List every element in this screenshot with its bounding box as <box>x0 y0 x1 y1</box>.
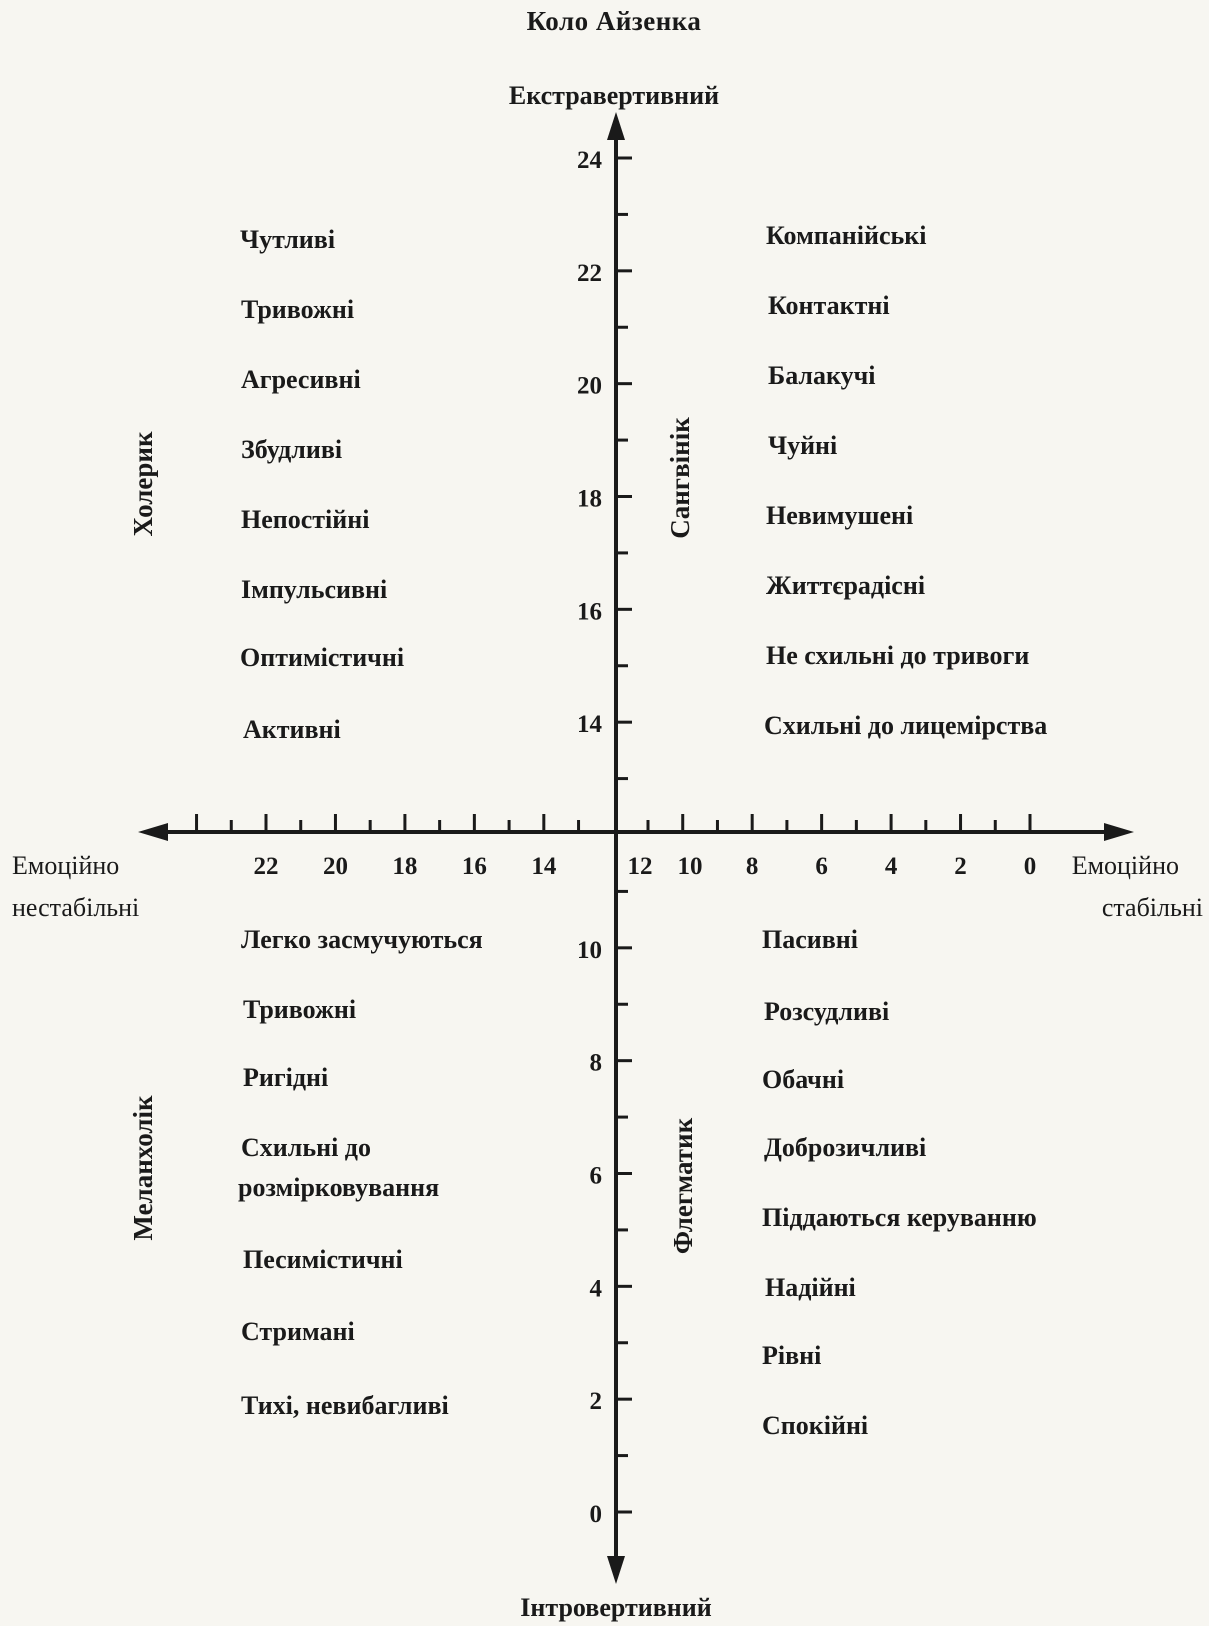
trait-item: Розсудливі <box>764 997 890 1026</box>
trait-item: Рівні <box>762 1341 822 1370</box>
y-tick-label: 14 <box>577 711 602 739</box>
trait-item: Песимістичні <box>243 1245 403 1274</box>
y-tick-label: 0 <box>589 1501 602 1528</box>
y-tick-label: 20 <box>577 372 602 400</box>
y-tick-label: 4 <box>589 1275 602 1303</box>
x-axis-arrow-right <box>1104 823 1134 841</box>
y-tick-label: 24 <box>577 147 602 174</box>
trait-item: Тривожні <box>243 995 357 1024</box>
trait-item: Стримані <box>241 1317 355 1346</box>
trait-item: Імпульсивні <box>241 575 388 604</box>
trait-item: Обачні <box>762 1065 845 1094</box>
trait-item: Невимушені <box>766 501 914 530</box>
trait-item: Агресивні <box>241 365 361 394</box>
x-tick-label: 4 <box>884 853 898 880</box>
unstable-label-line1: Емоційно <box>12 851 120 880</box>
y-tick-label: 6 <box>589 1162 602 1190</box>
sanguine-traits <box>764 221 1047 740</box>
unstable-label-line2: нестабільні <box>12 893 140 922</box>
x-tick-label: 22 <box>253 853 279 880</box>
trait-item: розмірковування <box>238 1173 440 1202</box>
trait-item: Чуйні <box>768 431 838 460</box>
trait-item: Контактні <box>768 291 890 320</box>
x-tick-label: 20 <box>322 853 348 880</box>
y-tick-label: 2 <box>589 1388 602 1416</box>
stable-label-line2: стабільні <box>1101 893 1203 922</box>
y-tick-label: 18 <box>577 485 602 513</box>
x-axis-arrow-left <box>138 823 168 841</box>
trait-item: Спокійні <box>762 1411 869 1440</box>
extravert-label: Екстравертивний <box>508 81 720 110</box>
y-tick-label: 22 <box>577 259 602 287</box>
y-tick-label: 16 <box>577 598 602 626</box>
trait-item: Балакучі <box>768 361 876 390</box>
x-tick-label: 6 <box>815 853 828 880</box>
trait-item: Піддаються керуванню <box>762 1203 1037 1232</box>
trait-item: Схильні до <box>241 1133 371 1162</box>
x-tick-label: 12 <box>627 853 653 880</box>
temperament-phlegmatic: Флегматик <box>668 1117 698 1255</box>
trait-item: Чутливі <box>240 225 336 254</box>
introvert-label: Інтровертивний <box>520 1593 712 1622</box>
trait-item: Оптимістичні <box>240 643 405 672</box>
trait-item: Життєрадісні <box>766 571 926 600</box>
y-axis-ticks <box>577 147 632 1528</box>
trait-item: Збудливі <box>241 435 343 464</box>
melancholic-traits <box>238 925 483 1420</box>
x-tick-label: 14 <box>531 853 557 880</box>
choleric-traits <box>240 225 404 744</box>
trait-item: Активні <box>243 715 341 744</box>
temperament-choleric: Холерик <box>128 431 158 537</box>
trait-item: Надійні <box>765 1273 856 1302</box>
trait-item: Доброзичливі <box>764 1133 927 1162</box>
x-tick-label: 18 <box>392 853 418 880</box>
trait-item: Пасивні <box>762 925 858 954</box>
x-tick-label: 16 <box>461 853 487 880</box>
phlegmatic-traits <box>762 925 1037 1440</box>
y-axis-arrow-up <box>607 112 625 140</box>
y-axis-arrow-down <box>607 1556 625 1584</box>
trait-item: Тихі, невибагливі <box>241 1391 449 1420</box>
y-tick-label: 8 <box>589 1049 602 1077</box>
trait-item: Ригідні <box>243 1063 329 1092</box>
temperament-sanguine: Сангвінік <box>665 417 695 539</box>
x-tick-label: 2 <box>954 853 967 880</box>
x-tick-label: 0 <box>1023 853 1037 880</box>
y-tick-label: 10 <box>577 936 602 964</box>
trait-item: Компанійські <box>766 221 927 250</box>
trait-item: Непостійні <box>241 505 370 534</box>
trait-item: Легко засмучуються <box>241 925 483 954</box>
x-tick-label: 8 <box>745 853 759 880</box>
trait-item: Тривожні <box>241 295 355 324</box>
trait-item: Не схильні до тривоги <box>766 641 1030 670</box>
trait-item: Схильні до лицемірства <box>764 711 1048 740</box>
temperament-melancholic: Меланхолік <box>128 1095 158 1241</box>
diagram-title: Коло Айзенка <box>526 6 702 36</box>
stable-label-line1: Емоційно <box>1071 851 1179 880</box>
x-tick-label: 10 <box>677 853 703 880</box>
